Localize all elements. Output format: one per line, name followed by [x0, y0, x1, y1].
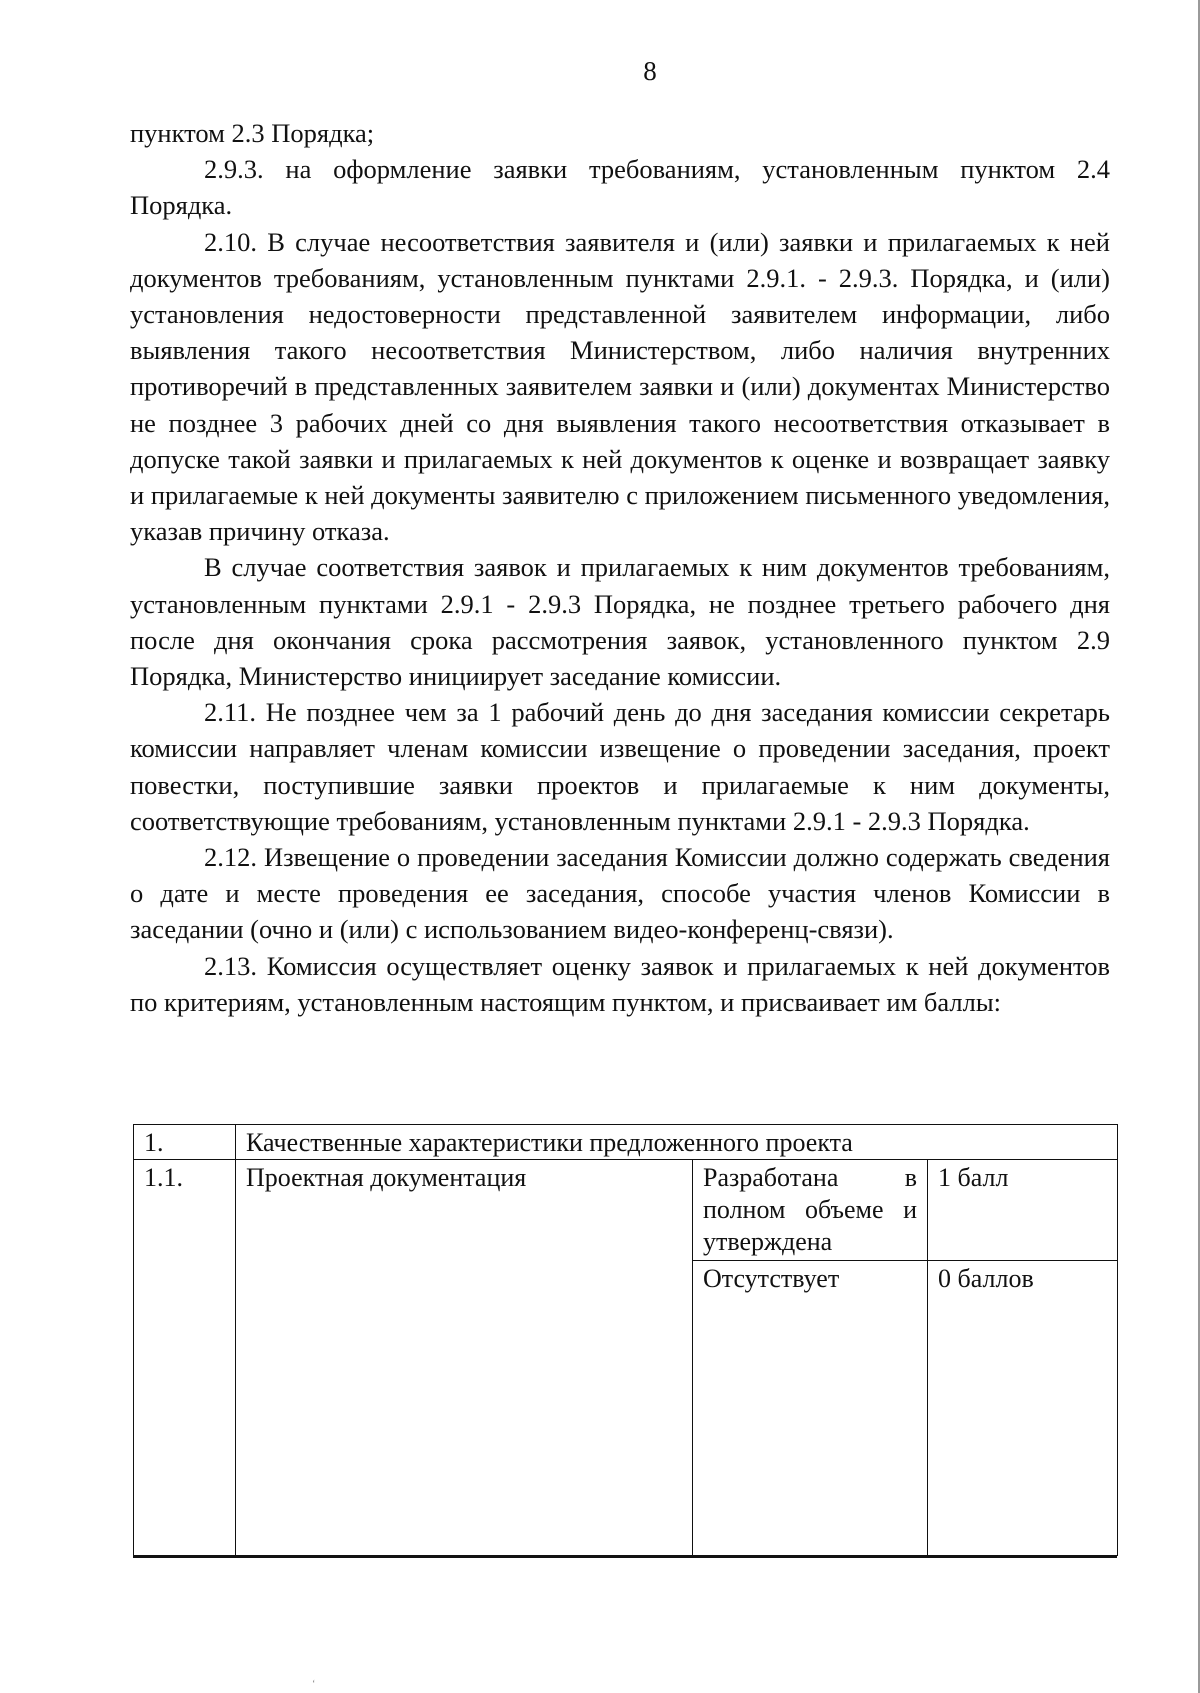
paragraph-2-13: 2.13. Комиссия осуществляет оценку заявок и прилагаемых к ней документов по критериям, установленным настоящим пунктом, и присваивает им баллы: — [130, 950, 1110, 1017]
score-cell: 0 баллов — [928, 1261, 1118, 1556]
criteria-table — [133, 1124, 1118, 1556]
row-number-cell: 1.1. — [134, 1160, 236, 1556]
condition-cell: Отсутствует — [693, 1261, 928, 1556]
paragraph-2-11: 2.11. Не позднее чем за 1 рабочий день до дня заседания комиссии секретарь комиссии направляет членам комиссии извещение о проведении заседания, проект повестки, поступившие заявки проектов и прилагаемые к ним документы, соответствующие требованиям, установленным пунктами 2.9.1 - 2.9.3 Порядка. — [130, 697, 1110, 836]
condition-cell: Разработана в полном объеме и утверждена — [693, 1160, 928, 1261]
paragraph-1: пунктом 2.3 Порядка; — [130, 118, 375, 148]
paragraph-2-9-3: 2.9.3. на оформление заявки требованиям, установленным пунктом 2.4 Порядка. — [130, 154, 1110, 221]
scan-artifact-mark: ʻ — [312, 1679, 316, 1690]
header-title-cell: Качественные характеристики предложенного проекта — [236, 1125, 1118, 1160]
paragraph-2-10-continued: В случае соответствия заявок и прилагаемых к ним документов требованиям, установленным пунктами 2.9.1 - 2.9.3 Порядка, не позднее третьего рабочего дня после дня окончания срока рассмотрения заявок, установленного пунктом 2.9 Порядка, Министерство инициирует заседание комиссии. — [130, 552, 1110, 692]
header-number-cell: 1. — [134, 1125, 236, 1160]
table-header-row — [134, 1125, 1118, 1160]
table-row — [134, 1160, 1118, 1261]
paragraph-2-12: 2.12. Извещение о проведении заседания Комиссии должно содержать сведения о дате и месте проведения ее заседания, способе участия членов Комиссии в заседании (очно и (или) с использованием видео-конференц-связи). — [130, 842, 1110, 945]
criterion-cell: Проектная документация — [236, 1160, 693, 1556]
score-cell: 1 балл — [928, 1160, 1118, 1261]
table-bottom-border — [133, 1555, 1117, 1558]
page-number: 8 — [643, 56, 657, 86]
body-text — [130, 115, 1110, 1020]
paragraph-2-10: 2.10. В случае несоответствия заявителя и (или) заявки и прилагаемых к ней документов требованиям, установленным пунктами 2.9.1. - 2.9.3. Порядка, и (или) установления недостоверности представленной заявителем информации, либо выявления такого несоответствия Министерством, либо наличия внутренних противоречий в представленных заявителем заявки и (или) документах Министерство не позднее 3 рабочих дней со дня выявления такого несоответствия отказывает в допуске такой заявки и прилагаемых к ней документов к оценке и возвращает заявку и прилагаемые к ней документы заявителю с приложением письменного уведомления, указав причину отказа. — [130, 226, 1110, 547]
